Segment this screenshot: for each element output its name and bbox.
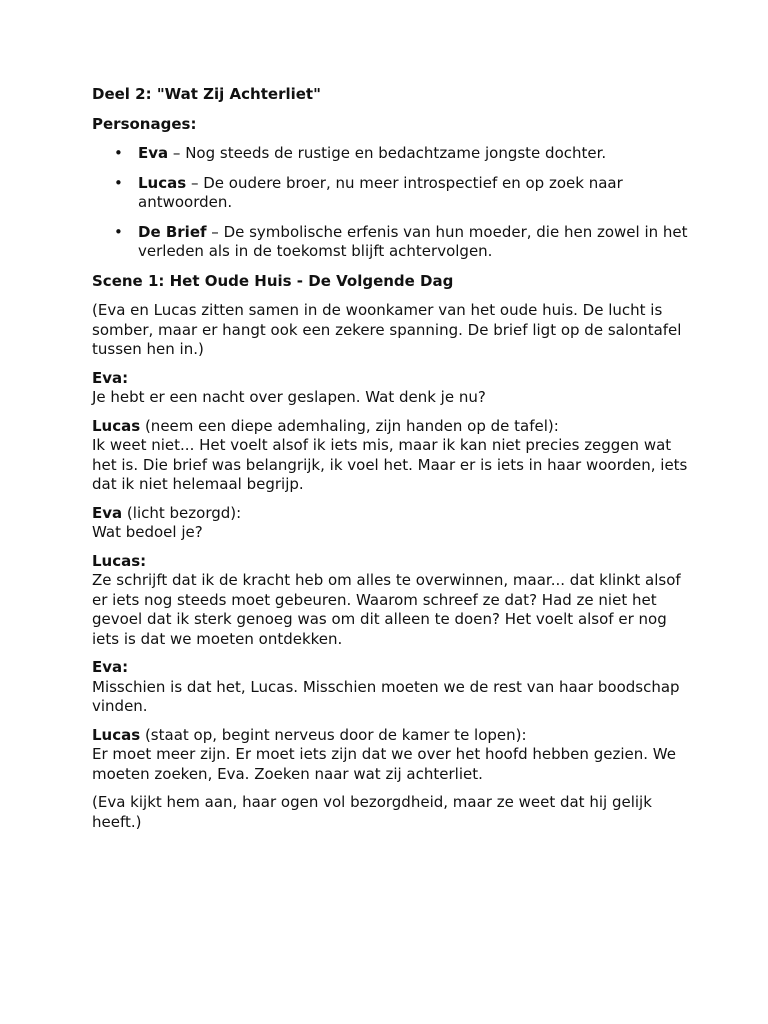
dialogue-text: Je hebt er een nacht over geslapen. Wat denk je nu? (92, 388, 486, 406)
character-item (92, 223, 692, 262)
speaker-line (92, 417, 692, 437)
dialogue-text: Ze schrijft dat ik de kracht heb om alles te overwinnen, maar... dat klinkt alsof er iets nog steeds moet gebeuren. Waarom schreef ze dat? Had ze niet het gevoel dat ik sterk genoeg was om dit alleen te doen? Het voelt alsof er nog iets is dat we moeten ontdekken. (92, 571, 681, 648)
dialogue-text: Misschien is dat het, Lucas. Misschien moeten we de rest van haar boodschap vinden. (92, 677, 680, 715)
dialogue-block (92, 504, 692, 543)
speaker-name: Lucas (92, 725, 141, 744)
characters-list (92, 144, 692, 262)
speaker-line (92, 658, 692, 678)
speaker-line (92, 504, 692, 524)
dialogue-text: Er moet meer zijn. Er moet iets zijn dat we over het hoofd hebben gezien. We moeten zoeken, Eva. Zoeken naar wat zij achterliet. (92, 745, 676, 783)
speaker-direction: (neem een diepe ademhaling, zijn handen op de tafel): (140, 416, 559, 435)
characters-heading: Personages: (92, 114, 197, 133)
bullet-icon: • (114, 173, 123, 192)
dialogue-block (92, 417, 692, 495)
character-item (92, 174, 692, 213)
dialogue-block (92, 369, 692, 408)
speaker-name: Eva: (92, 368, 129, 387)
bullet-icon: • (114, 222, 123, 241)
dialogue-block (92, 726, 692, 785)
speaker-name: Eva (92, 503, 123, 522)
stage-direction: (Eva en Lucas zitten samen in de woonkamer van het oude huis. De lucht is somber, maar er hangt ook een zekere spanning. De brief ligt op de salontafel tussen hen in.) (92, 301, 682, 358)
dialogue-text: Wat bedoel je? (92, 523, 203, 541)
document-page (92, 85, 692, 841)
speaker-line (92, 726, 692, 746)
speaker-name: Eva: (92, 658, 129, 676)
speaker-line (92, 369, 692, 389)
character-description: – De oudere broer, nu meer introspectief en op zoek naar antwoorden. (138, 173, 623, 211)
character-item (92, 144, 692, 164)
speaker-name: Lucas (92, 416, 141, 435)
scene-heading: Scene 1: Het Oude Huis - De Volgende Dag (92, 271, 454, 290)
part-title: Deel 2: "Wat Zij Achterliet" (92, 85, 321, 103)
bullet-icon: • (114, 144, 123, 162)
dialogue-text: Ik weet niet... Het voelt alsof ik iets mis, maar ik kan niet precies zeggen wat het is. Die brief was belangrijk, ik voel het. Maar er is iets in haar woorden, iets dat ik niet helemaal begrijp. (92, 436, 688, 493)
dialogue-block (92, 552, 692, 650)
stage-direction: (Eva kijkt hem aan, haar ogen vol bezorgdheid, maar ze weet dat hij gelijk heeft.) (92, 793, 652, 831)
dialogue-block (92, 658, 692, 717)
speaker-direction: (licht bezorgd): (122, 503, 242, 522)
character-description: – De symbolische erfenis van hun moeder, die hen zowel in het verleden als in de toekomst blijft achtervolgen. (138, 222, 688, 260)
character-name: Lucas (138, 173, 187, 192)
character-description: – Nog steeds de rustige en bedachtzame jongste dochter. (168, 144, 607, 162)
speaker-line (92, 552, 692, 572)
character-name: Eva (138, 144, 169, 162)
speaker-name: Lucas: (92, 551, 147, 570)
character-name: De Brief (138, 222, 207, 241)
speaker-direction: (staat op, begint nerveus door de kamer te lopen): (140, 725, 527, 744)
